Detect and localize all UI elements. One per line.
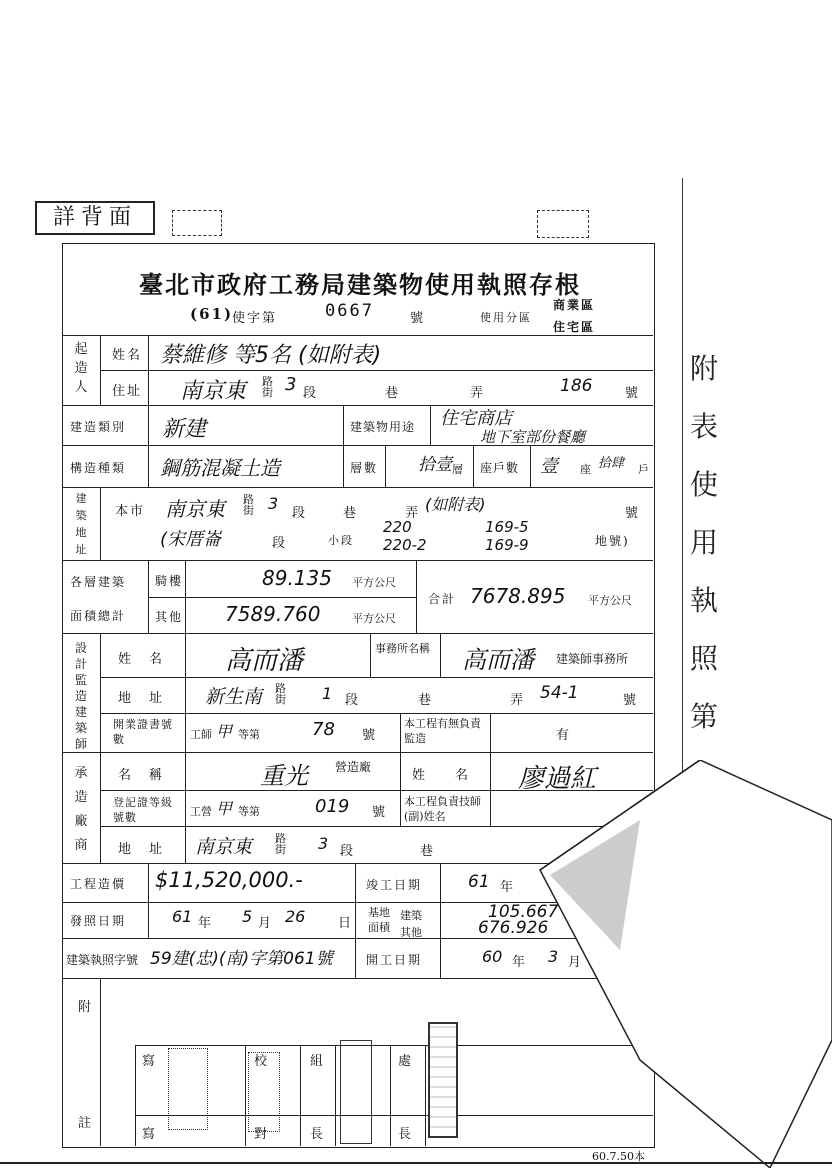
sig-1: 寫 bbox=[142, 1054, 158, 1069]
designer-resp-value: 有 bbox=[556, 728, 572, 743]
seal-stamp-2 bbox=[248, 1052, 280, 1132]
units-unit-2: 戶 bbox=[638, 463, 651, 476]
seal-stamp-4 bbox=[428, 1022, 458, 1138]
contractor-person: 廖過紅 bbox=[518, 764, 597, 794]
other-base-value: 676.926 bbox=[478, 918, 549, 938]
arcade-value: 89.135 bbox=[262, 566, 332, 590]
contractor-addr-street: 南京東 bbox=[195, 836, 253, 858]
contractor-reg-num: 號 bbox=[372, 805, 388, 820]
remarks-label-2: 註 bbox=[78, 1116, 94, 1131]
permit-value: 59建(忠)(南)字第061號 bbox=[150, 949, 333, 969]
applicant-side-label: 起造人 bbox=[74, 342, 88, 395]
site-alley: 弄 bbox=[405, 506, 421, 521]
license-prefix: 使字第 bbox=[232, 311, 278, 326]
license-year: (61) bbox=[190, 305, 234, 323]
contractor-reg-mid: 等第 bbox=[238, 805, 260, 818]
applicant-addr-road: 路街 bbox=[262, 375, 273, 399]
site-sec-no: 3 bbox=[268, 494, 279, 513]
issue-year: 61 bbox=[172, 907, 193, 926]
license-suffix: 號 bbox=[410, 311, 426, 326]
contractor-addr-road: 路街 bbox=[275, 832, 286, 856]
contractor-addr-label: 地址 bbox=[118, 842, 181, 857]
document-tag: 詳背面 bbox=[35, 201, 155, 235]
site-street: 南京東 bbox=[165, 497, 225, 521]
designer-addr-label: 地址 bbox=[118, 691, 181, 706]
office-name: 高而潘 bbox=[462, 646, 534, 674]
designer-license-label: 開業證書號數 bbox=[113, 718, 173, 746]
applicant-addr-street: 南京東 bbox=[180, 379, 247, 404]
floors-label: 層數 bbox=[350, 461, 379, 475]
contractor-addr-lane: 巷 bbox=[420, 844, 436, 859]
other-area-unit: 平方公尺 bbox=[352, 612, 396, 625]
seal-stamp-1 bbox=[168, 1048, 208, 1130]
designer-addr-alley: 弄 bbox=[510, 693, 526, 708]
parcel-sec: 段 bbox=[272, 536, 288, 551]
done-y: 年 bbox=[500, 880, 516, 895]
designer-addr-lane: 巷 bbox=[418, 693, 434, 708]
designer-license-mid: 等第 bbox=[238, 728, 260, 741]
use-value-2: 地下室部份餐廳 bbox=[480, 428, 586, 446]
contractor-reg-prefix: 工營 bbox=[190, 805, 212, 818]
folded-corner bbox=[520, 760, 832, 1168]
zone-residential: 住宅區 bbox=[553, 320, 596, 334]
site-road: 路街 bbox=[243, 493, 254, 517]
site-num: 號 bbox=[625, 506, 641, 521]
designer-addr-sec: 段 bbox=[345, 693, 361, 708]
designer-license-num: 號 bbox=[362, 728, 378, 743]
start-label: 開工日期 bbox=[366, 953, 423, 967]
units-unit: 座 bbox=[580, 463, 593, 476]
contractor-name-label: 名稱 bbox=[118, 768, 181, 783]
units-label: 座戶數 bbox=[480, 461, 520, 475]
permit-label: 建築執照字號 bbox=[66, 953, 139, 967]
contractor-person-label: 姓名 bbox=[412, 768, 499, 783]
area-label-1: 各層建築 bbox=[70, 575, 127, 589]
contractor-reg-grade: 甲 bbox=[216, 799, 233, 818]
other-area-value: 7589.760 bbox=[225, 602, 321, 626]
cost-label: 工程造價 bbox=[70, 877, 127, 891]
built-area-value: 105.667 bbox=[488, 902, 559, 922]
parcel-section: (宋厝崙 bbox=[160, 529, 222, 550]
designer-name: 高而潘 bbox=[225, 646, 304, 676]
form-title: 臺北市政府工務局建築物使用執照存根 bbox=[139, 270, 581, 299]
applicant-addr-num: 號 bbox=[625, 386, 641, 401]
applicant-addr-no: 186 bbox=[560, 376, 593, 396]
sig-4: 處 bbox=[398, 1054, 414, 1069]
total-label: 合計 bbox=[428, 592, 457, 606]
structure-value: 鋼筋混凝土造 bbox=[160, 456, 280, 480]
designer-name-label: 姓名 bbox=[118, 652, 181, 667]
office-suffix: 建築師事務所 bbox=[556, 652, 629, 666]
start-month: 3 bbox=[548, 947, 559, 966]
zone-label: 使用分區 bbox=[480, 311, 532, 324]
designer-license-prefix: 工師 bbox=[190, 728, 212, 741]
issue-day: 26 bbox=[285, 907, 306, 926]
sig-bottom-3: 長 bbox=[310, 1127, 326, 1142]
header-stamp-right bbox=[537, 210, 589, 238]
category-value: 新建 bbox=[162, 417, 207, 442]
designer-resp-label: 本工程有無負責監造 bbox=[404, 717, 481, 745]
site-sec: 段 bbox=[292, 506, 308, 521]
use-value: 住宅商店 bbox=[440, 408, 512, 429]
seal-stamp-3 bbox=[340, 1040, 372, 1144]
issue-m: 月 bbox=[258, 916, 274, 931]
cost-value: $11,520,000.- bbox=[155, 868, 303, 892]
applicant-addr-label: 住址 bbox=[112, 384, 143, 399]
start-m: 月 bbox=[568, 955, 584, 970]
designer-addr-road: 路街 bbox=[275, 682, 286, 706]
applicant-addr-alley: 弄 bbox=[470, 386, 486, 401]
page-bottom-line bbox=[0, 1162, 832, 1164]
site-city: 本市 bbox=[115, 504, 146, 519]
applicant-addr-sec-no: 3 bbox=[285, 374, 297, 395]
use-label: 建築物用途 bbox=[350, 420, 416, 434]
sig-bottom-1: 寫 bbox=[142, 1127, 158, 1142]
parcel-end: 地號) bbox=[595, 534, 630, 548]
applicant-name: 蔡維修 等5名 (如附表) bbox=[160, 343, 382, 368]
other-base-label: 其他 bbox=[400, 926, 422, 939]
contractor-side-label: 承造廠商 bbox=[74, 766, 88, 853]
parcel-2: 220-2 bbox=[383, 536, 427, 554]
site-lane: 巷 bbox=[343, 506, 359, 521]
arcade-label: 騎樓 bbox=[155, 574, 184, 588]
sig-bottom-4: 長 bbox=[398, 1127, 414, 1142]
start-year: 60 bbox=[482, 947, 503, 966]
issue-month: 5 bbox=[242, 907, 253, 926]
done-year: 61 bbox=[468, 872, 490, 892]
designer-addr-no: 54-1 bbox=[540, 683, 579, 703]
category-label: 建造類別 bbox=[70, 420, 127, 434]
contractor-engineer-label: 本工程負責技師(副)姓名 bbox=[404, 795, 481, 823]
header-stamp-left bbox=[172, 210, 222, 236]
start-y: 年 bbox=[512, 955, 528, 970]
done-label: 竣工日期 bbox=[366, 878, 423, 892]
remarks-label-1: 附 bbox=[78, 1000, 94, 1015]
designer-license-no: 78 bbox=[312, 719, 335, 740]
built-area-label: 建築 bbox=[400, 909, 422, 922]
site-side-label: 建築地址 bbox=[75, 492, 87, 556]
footer-print-note: 60.7.50本 bbox=[592, 1150, 645, 1163]
designer-addr-sec-no: 1 bbox=[322, 684, 333, 703]
applicant-name-label: 姓名 bbox=[112, 348, 143, 363]
parcel-3: 169-5 bbox=[485, 518, 529, 536]
zone-commercial: 商業區 bbox=[553, 298, 596, 312]
issue-label: 發照日期 bbox=[70, 914, 127, 928]
area-label-2: 面積總計 bbox=[70, 609, 127, 623]
office-label: 事務所名稱 bbox=[375, 642, 430, 655]
issue-d: 日 bbox=[338, 916, 354, 931]
structure-label: 構造種類 bbox=[70, 461, 127, 475]
total-unit: 平方公尺 bbox=[588, 594, 632, 607]
units-value: 壹 bbox=[540, 456, 558, 477]
total-value: 7678.895 bbox=[470, 584, 566, 608]
contractor-reg-no: 019 bbox=[315, 796, 350, 817]
issue-y: 年 bbox=[198, 916, 214, 931]
units-count: 拾肆 bbox=[598, 456, 625, 471]
arcade-unit: 平方公尺 bbox=[352, 576, 396, 589]
designer-addr-num: 號 bbox=[623, 693, 639, 708]
contractor-addr-sec-no: 3 bbox=[318, 834, 329, 853]
parcel-4: 169-9 bbox=[485, 536, 529, 554]
applicant-addr-lane: 巷 bbox=[385, 386, 401, 401]
parcel-sub: 小段 bbox=[328, 534, 354, 547]
sig-2: 校 bbox=[254, 1054, 270, 1069]
contractor-reg-label: 登記證等級號數 bbox=[113, 796, 173, 824]
sig-bottom-2: 對 bbox=[254, 1127, 270, 1142]
contractor-name-suffix: 營造廠 bbox=[335, 760, 372, 774]
designer-addr-street: 新生南 bbox=[205, 686, 263, 708]
adjacent-page-text: 附表使用執照第 bbox=[690, 352, 719, 733]
base-area-label: 基地面積 bbox=[368, 906, 390, 934]
sig-3: 組 bbox=[310, 1054, 326, 1069]
license-number: 0667 bbox=[325, 301, 374, 321]
floors-value: 拾壹 bbox=[418, 455, 452, 475]
parcel-1: 220 bbox=[383, 518, 412, 536]
contractor-name: 重光 bbox=[260, 762, 308, 790]
other-area-label: 其他 bbox=[155, 610, 184, 624]
designer-license-grade: 甲 bbox=[216, 722, 233, 741]
contractor-addr-sec: 段 bbox=[340, 844, 356, 859]
site-note: (如附表) bbox=[425, 495, 486, 514]
floors-unit: 層 bbox=[452, 463, 465, 476]
designer-side-label: 設計監造建築師 bbox=[74, 641, 87, 751]
applicant-addr-sec: 段 bbox=[303, 386, 319, 401]
